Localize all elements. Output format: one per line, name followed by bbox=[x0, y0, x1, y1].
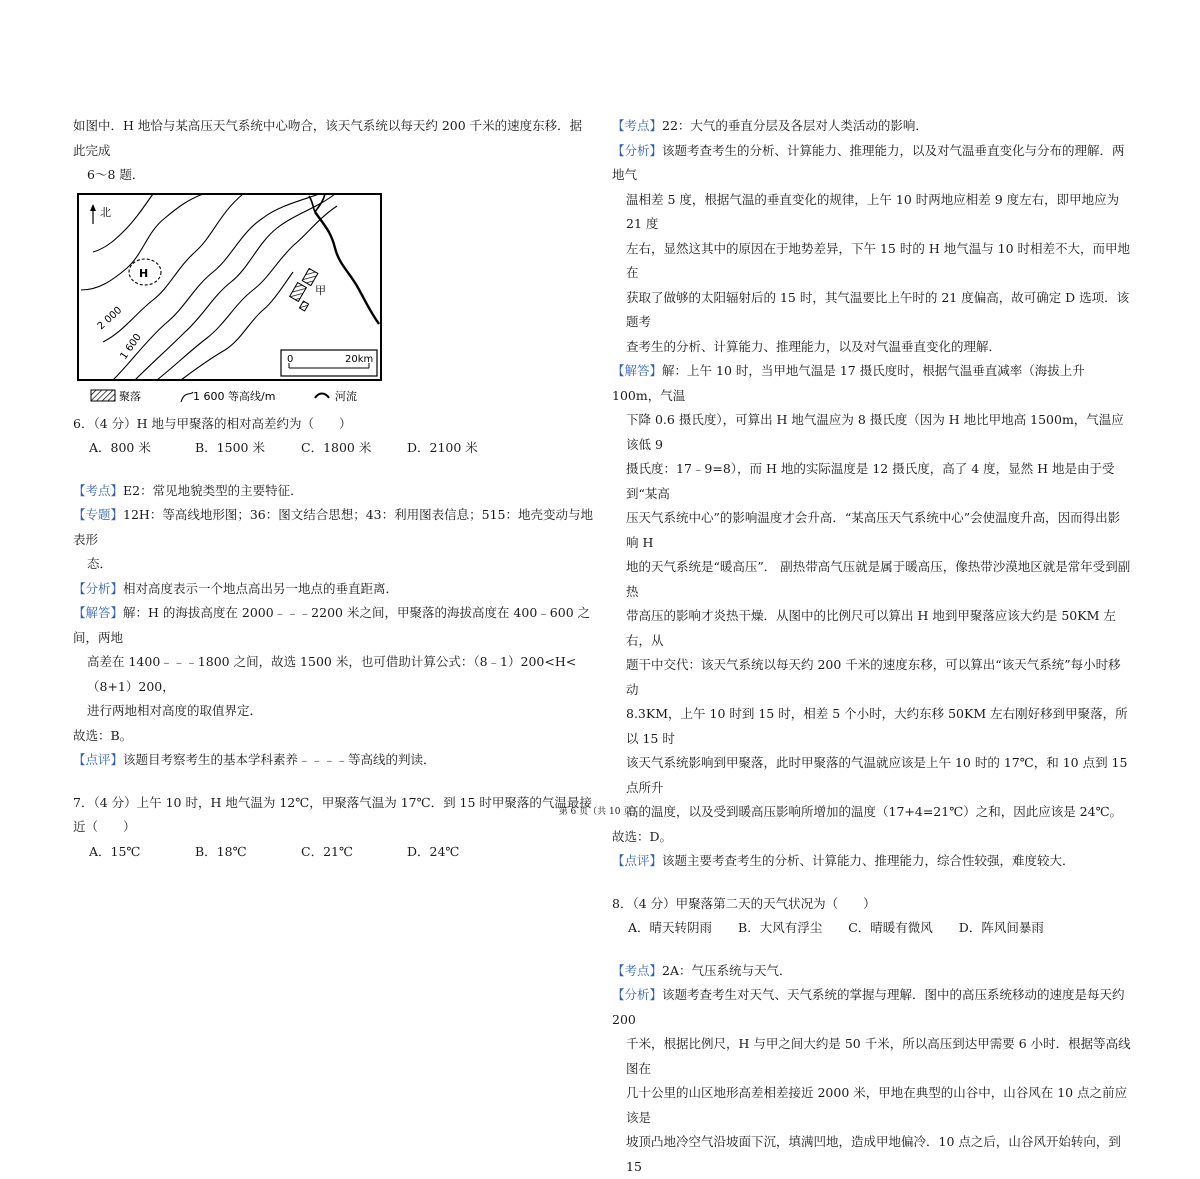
contour-label-2000: 2 000 bbox=[95, 304, 125, 332]
legend-river-icon bbox=[315, 393, 329, 398]
q8-stem: 8．（4 分）甲聚落第二天的天气状况为（ ） bbox=[612, 895, 876, 911]
contour-map bbox=[73, 192, 393, 412]
q7-fenxi-line: 左右，显然这其中的原因在于地势差异，下午 15 时的 H 地气温与 10 时相差不大，而甲地在 bbox=[626, 240, 1131, 280]
q6-option-c: C．1800 米 bbox=[301, 440, 372, 455]
legend-contour-icon bbox=[181, 392, 193, 402]
legend-settlement: 聚落 bbox=[119, 389, 141, 403]
legend-settlement-icon bbox=[91, 390, 115, 401]
q7-stem: 7．（4 分）上午 10 时，H 地气温为 12℃，甲聚落气温为 17℃．到 15 时甲聚落的气温最接近（ ） bbox=[73, 794, 592, 834]
legend-contour: 1 600 等高线/m bbox=[193, 389, 276, 403]
q7-jieda-line: 摄氏度：17﹣9=8），而 H 地的实际温度是 12 摄氏度，高了 4 度，显然 H 地是由于受到“某高 bbox=[626, 461, 1115, 501]
q7-answer: 故选：D。 bbox=[612, 828, 673, 844]
q8-option-c: C．晴暖有微风 bbox=[848, 920, 933, 935]
spacer bbox=[73, 461, 593, 479]
q8-kaodian: 【考点】2A：气压系统与天气． bbox=[612, 962, 792, 978]
q7-fenxi-line: 查考生的分析、计算能力、推理能力，以及对气温垂直变化的理解． bbox=[626, 338, 1002, 354]
q8-fenxi-line: 几十公里的山区地形高差相差接近 2000 米，甲地在典型的山谷中，山谷风在 10 点之前应该是 bbox=[626, 1085, 1128, 1125]
page-footer: 第 6 页（共 10 页） bbox=[558, 807, 642, 817]
q8-option-b: B．大风有浮尘 bbox=[738, 920, 823, 935]
q7-option-a: A．15℃ bbox=[89, 843, 141, 859]
settlement-jia bbox=[290, 268, 318, 311]
q6-stem: 6．（4 分）H 地与甲聚落的相对高差约为（ ） bbox=[73, 415, 352, 431]
q8-options bbox=[612, 916, 1132, 941]
scale-zero: 0 bbox=[287, 353, 294, 365]
q7-option-b: B．18℃ bbox=[195, 843, 247, 859]
intro-line-2: 6～8 题． bbox=[87, 167, 145, 182]
q8-option-d: D．阵风间暴雨 bbox=[958, 920, 1044, 935]
q7-jieda-line: 题干中交代：该天气系统以每天约 200 千米的速度东移，可以算出“该天气系统”每小时移动 bbox=[626, 657, 1121, 697]
q7-jieda-line: 高的温度，以及受到暖高压影响所增加的温度（17+4=21℃）之和，因此应该是 24℃。 bbox=[626, 804, 1123, 819]
q7-dianping: 【点评】该题主要考查考生的分析、计算能力、推理能力，综合性较强，难度较大． bbox=[612, 853, 1075, 868]
q6-answer: 故选：B。 bbox=[73, 727, 133, 743]
q6-jieda-line-2: 高差在 1400﹣﹣﹣1800 之间，故选 1500 米，也可借助计算公式：（8﹣1）200<H<（8+1）200， bbox=[87, 654, 577, 694]
q6-option-d: D．2100 米 bbox=[407, 440, 478, 455]
north-label: 北 bbox=[100, 205, 111, 219]
contour-label-1600: 1 600 bbox=[118, 331, 144, 362]
left-column bbox=[73, 114, 593, 864]
right-column bbox=[612, 114, 1132, 1179]
spacer bbox=[73, 773, 593, 791]
q7-kaodian: 【考点】22：大气的垂直分层及各层对人类活动的影响． bbox=[612, 118, 928, 133]
q6-options bbox=[73, 436, 593, 461]
h-label: H bbox=[139, 266, 149, 280]
legend-river: 河流 bbox=[335, 389, 357, 403]
q7-fenxi-line: 温相差 5 度，根据气温的垂直变化的规律，上午 10 时两地应相差 9 度左右，即甲地应为 21 度 bbox=[626, 191, 1120, 231]
q6-jieda-line-3: 进行两地相对高度的取值界定． bbox=[87, 703, 263, 718]
q6-dianping: 【点评】该题目考察考生的基本学科素养﹣﹣﹣﹣等高线的判读． bbox=[73, 752, 436, 767]
q7-jieda-line: 该天气系统影响到甲聚落，此时甲聚落的气温就应该是上午 10 时的 17℃，和 10 点到 15 点所升 bbox=[626, 755, 1128, 795]
intro-line-1: 如图中．H 地恰与某高压天气系统中心吻合，该天气系统以每天约 200 千米的速度东移．据此完成 bbox=[73, 118, 583, 158]
q7-jieda-line: 8.3KM，上午 10 时到 15 时，相差 5 个小时，大约东移 50KM 左右刚好移到甲聚落，所以 15 时 bbox=[626, 706, 1128, 746]
q6-zhuanti: 【专题】12H：等高线地形图；36：图文结合思想；43：利用图表信息；515：地壳变动与地表形 bbox=[73, 507, 593, 547]
q6-option-a: A．800 米 bbox=[89, 440, 151, 455]
q7-fenxi: 【分析】该题考查考生的分析、计算能力、推理能力，以及对气温垂直变化与分布的理解．两地气 bbox=[612, 142, 1125, 182]
q8-fenxi: 【分析】该题考查考生对天气、天气系统的掌握与理解．图中的高压系统移动的速度是每天约 200 bbox=[612, 987, 1125, 1027]
q7-jieda: 【解答】解：上午 10 时，当甲地气温是 17 摄氏度时，根据气温垂直减率（海拔上升 100m，气温 bbox=[612, 363, 1085, 403]
spacer bbox=[612, 874, 1132, 892]
q7-option-d: D．24℃ bbox=[407, 843, 460, 859]
spacer bbox=[612, 941, 1132, 959]
contour-map-figure bbox=[73, 192, 593, 412]
q6-jieda: 【解答】解：H 的海拔高度在 2000﹣﹣﹣2200 米之间，甲聚落的海拔高度在 400﹣600 之间，两地 bbox=[73, 605, 591, 645]
q8-fenxi-line: 千米，根据比例尺，H 与甲之间大约是 50 千米，所以高压到达甲需要 6 小时．根据等高线图在 bbox=[626, 1036, 1131, 1076]
q7-jieda-line: 压天气系统中心”的影响温度才会升高．“某高压天气系统中心”会使温度升高，因而得出影响 H bbox=[626, 510, 1121, 550]
q6-option-b: B．1500 米 bbox=[195, 440, 265, 455]
q8-fenxi-line: 坡顶凸地冷空气沿坡面下沉，填满凹地，造成甲地偏冷．10 点之后，山谷风开始转向，到 15 bbox=[626, 1134, 1121, 1174]
q6-fenxi: 【分析】相对高度表示一个地点高出另一地点的垂直距离． bbox=[73, 580, 399, 596]
q7-jieda-line: 下降 0.6 摄氏度），可算出 H 地气温应为 8 摄氏度（因为 H 地比甲地高 1500m，气温应该低 9 bbox=[626, 412, 1124, 452]
q7-options bbox=[73, 840, 593, 865]
q6-kaodian: 【考点】E2：常见地貌类型的主要特征． bbox=[73, 482, 303, 498]
q6-zhuanti-cont: 态． bbox=[87, 556, 113, 571]
q7-option-c: C．21℃ bbox=[301, 843, 353, 859]
q8-option-a: A．晴天转阴雨 bbox=[628, 920, 713, 935]
q7-jieda-line: 带高压的影响才炎热干燥．从图中的比例尺可以算出 H 地到甲聚落应该大约是 50KM 左右，从 bbox=[626, 608, 1116, 648]
jia-label: 甲 bbox=[315, 283, 326, 297]
q7-fenxi-line: 获取了做够的太阳辐射后的 15 时，其气温要比上午时的 21 度偏高，故可确定 D 选项．该题考 bbox=[626, 289, 1130, 329]
q7-jieda-line: 地的天气系统是“暖高压”． 副热带高气压就是属于暖高压，像热带沙漠地区就是常年受到副热 bbox=[626, 559, 1131, 599]
scale-km: 20km bbox=[345, 353, 374, 365]
